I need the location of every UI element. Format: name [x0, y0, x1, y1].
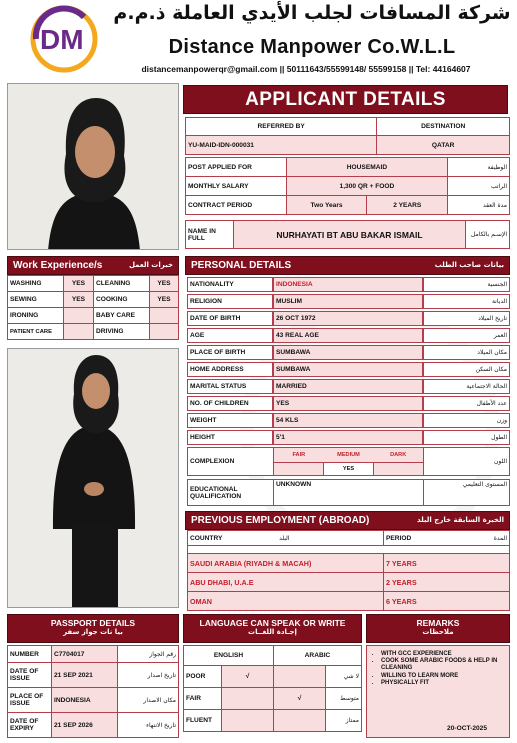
personal-label: AGE [187, 328, 273, 343]
work-experience-table [7, 275, 179, 340]
language-level-arabic: متوسط [326, 688, 362, 710]
company-english-name: Distance Manpower Co.W.L.L [168, 36, 456, 58]
contract-value: Two Years [286, 196, 367, 215]
skill-label: PATIENT CARE [8, 324, 64, 340]
complexion-selected: YES [323, 463, 374, 475]
previous-employment-title-arabic: الخبرة السابقة خارج البلد [417, 516, 504, 524]
personal-value: INDONESIA [273, 277, 423, 292]
language-title-arabic: إجـادة اللغــات [248, 628, 297, 636]
remarks-header [366, 614, 510, 643]
language-header [183, 614, 362, 643]
education-row [187, 479, 510, 506]
personal-label: HEIGHT [187, 430, 273, 445]
personal-details-title-arabic: بيانات صاحب الطلب [434, 261, 504, 269]
language-row [184, 710, 362, 732]
skill-label: COOKING [94, 292, 150, 308]
post-label: POST APPLIED FOR [186, 158, 287, 177]
remarks-list [371, 651, 505, 687]
work-row [8, 292, 179, 308]
education-label: EDUCATIONAL QUALIFICATION [188, 480, 274, 506]
personal-value: 43 REAL AGE [273, 328, 423, 343]
complexion-arabic: اللون [424, 448, 510, 476]
personal-label: HOME ADDRESS [187, 362, 273, 377]
skill-value: YES [150, 292, 179, 308]
employment-country: SAUDI ARABIA (RIYADH & MACAH) [188, 554, 384, 573]
skill-value [64, 308, 94, 324]
skill-value: YES [64, 292, 94, 308]
passport-header [7, 614, 179, 643]
personal-arabic: العمر [423, 328, 510, 343]
skill-value: YES [150, 276, 179, 292]
name-value: NURHAYATI BT ABU BAKAR ISMAIL [234, 221, 466, 249]
language-level: POOR [184, 666, 222, 688]
destination-label: DESTINATION [377, 118, 510, 136]
employment-country: ABU DHABI, U.A.E [188, 573, 384, 592]
personal-value: 54 KLS [273, 413, 423, 428]
work-experience-title: Work Experience/s [13, 260, 103, 271]
post-table [185, 157, 510, 215]
remarks-title: REMARKS [416, 618, 460, 628]
passport-label: DATE OF EXPIRY [8, 713, 52, 738]
passport-arabic: تاريخ اصدار [118, 663, 179, 688]
company-contact: distancemanpowerqr@gmail.com || 50111643/55599148/ 55599158 || Tel: 44164607 [141, 64, 471, 74]
passport-label: PLACE OF ISSUE [8, 688, 52, 713]
salary-value: 1,300 QR + FOOD [286, 177, 447, 196]
complexion-label: COMPLEXION [188, 448, 274, 476]
country-arabic: البلد [279, 534, 290, 542]
personal-details-title: PERSONAL DETAILS [191, 260, 292, 271]
personal-row [187, 328, 510, 343]
education-arabic: المستوى التعليمي [424, 480, 510, 506]
post-arabic: الوظيفة [448, 158, 510, 177]
personal-value: SUMBAWA [273, 345, 423, 360]
work-row [8, 308, 179, 324]
previous-employment-table [187, 530, 510, 611]
complexion-row [187, 447, 510, 476]
employment-period: 2 YEARS [384, 573, 510, 592]
personal-value: MUSLIM [273, 294, 423, 309]
complexion-fair: FAIR [292, 452, 306, 458]
work-row [8, 276, 179, 292]
personal-arabic: مكان السكن [423, 362, 510, 377]
work-experience-title-arabic: خبرات العمل [128, 261, 173, 269]
personal-label: WEIGHT [187, 413, 273, 428]
previous-employment-header [185, 511, 510, 530]
company-arabic-name: شركة المسافات لجلب الأيدي العاملة ذ.م.م [113, 2, 511, 24]
referral-table [185, 117, 510, 155]
skill-value [150, 324, 179, 340]
passport-title-arabic: بيا نات جواز سفر [63, 628, 123, 636]
applicant-photo-portrait [7, 83, 179, 250]
language-title: LANGUAGE CAN SPEAK OR WRITE [199, 618, 346, 628]
passport-label: DATE OF ISSUE [8, 663, 52, 688]
personal-value: MARRIED [273, 379, 423, 394]
period-arabic: المدة [493, 534, 507, 542]
passport-arabic: رقم الجواز [118, 646, 179, 663]
personal-row [187, 362, 510, 377]
personal-arabic: مكان الميلاد [423, 345, 510, 360]
destination-value: QATAR [377, 136, 510, 155]
skill-label: DRIVING [94, 324, 150, 340]
complexion-dark: DARK [390, 452, 407, 458]
language-english-mark: √ [222, 666, 274, 688]
skill-value: YES [64, 276, 94, 292]
employment-row [188, 592, 510, 611]
name-label: NAME IN FULL [186, 221, 234, 249]
passport-row [8, 663, 179, 688]
personal-row [187, 379, 510, 394]
language-level-arabic: لا شي [326, 666, 362, 688]
post-value: HOUSEMAID [286, 158, 447, 177]
personal-arabic: وزن [423, 413, 510, 428]
employment-row [188, 573, 510, 592]
skill-label: SEWING [8, 292, 64, 308]
language-english-mark [222, 688, 274, 710]
remarks-box [366, 645, 510, 738]
personal-label: MARITAL STATUS [187, 379, 273, 394]
company-logo [28, 3, 104, 73]
salary-label: MONTHLY SALARY [186, 177, 287, 196]
passport-row [8, 688, 179, 713]
personal-value: SUMBAWA [273, 362, 423, 377]
previous-employment-title: PREVIOUS EMPLOYMENT (ABROAD) [191, 515, 370, 526]
personal-value: 5'1 [273, 430, 423, 445]
work-row [8, 324, 179, 340]
remark-item: • PHYSICALLY FIT [381, 680, 505, 687]
personal-row [187, 396, 510, 411]
remark-item: • COOK SOME ARABIC FOODS & HELP IN CLEANING [381, 658, 505, 672]
passport-value: 21 SEP 2026 [52, 713, 118, 738]
passport-arabic: مكان الاصدار [118, 688, 179, 713]
referred-by-label: REFERRED BY [186, 118, 377, 136]
skill-value [64, 324, 94, 340]
applicant-photo-full-body [7, 348, 179, 608]
passport-value: INDONESIA [52, 688, 118, 713]
personal-row [187, 277, 510, 292]
language-level: FAIR [184, 688, 222, 710]
contract-label: CONTRACT PERIOD [186, 196, 287, 215]
personal-value: YES [273, 396, 423, 411]
language-level-arabic: ممتاز [326, 710, 362, 732]
remarks-title-arabic: ملاحظات [422, 628, 454, 636]
skill-label: WASHING [8, 276, 64, 292]
personal-row [187, 430, 510, 445]
work-experience-header [7, 256, 179, 275]
skill-label: IRONING [8, 308, 64, 324]
personal-row [187, 413, 510, 428]
remark-item: • WITH GCC EXPERIENCE [381, 651, 505, 658]
personal-label: DATE OF BIRTH [187, 311, 273, 326]
language-table [183, 645, 362, 732]
passport-title: PASSPORT DETAILS [50, 618, 136, 628]
employment-period: 7 YEARS [384, 554, 510, 573]
contract-years: 2 YEARS [367, 196, 448, 215]
name-table [185, 220, 510, 249]
passport-row [8, 646, 179, 663]
personal-row [187, 294, 510, 309]
language-arabic-mark: √ [274, 688, 326, 710]
personal-details-header [185, 256, 510, 275]
language-arabic-mark [274, 666, 326, 688]
remarks-date: 20-OCT-2025 [447, 725, 487, 732]
skill-value [150, 308, 179, 324]
employment-period: 6 YEARS [384, 592, 510, 611]
skill-label: CLEANING [94, 276, 150, 292]
remark-item: • WILLING TO LEARN MORE [381, 673, 505, 680]
contract-arabic: مدة العقد [448, 196, 510, 215]
education-value: UNKNOWN [274, 480, 424, 506]
personal-arabic: الديانة [423, 294, 510, 309]
employment-country: OMAN [188, 592, 384, 611]
complexion-medium: MEDIUM [337, 452, 360, 458]
passport-table [7, 645, 179, 738]
language-arabic-mark [274, 710, 326, 732]
personal-label: PLACE OF BIRTH [187, 345, 273, 360]
logo-letters: DM [40, 24, 84, 55]
period-label: PERIOD [386, 534, 412, 542]
personal-row [187, 311, 510, 326]
country-label: COUNTRY [190, 534, 223, 542]
language-english-header: ENGLISH [184, 646, 274, 666]
personal-arabic: الحالة الاجتماعية [423, 379, 510, 394]
personal-label: RELIGION [187, 294, 273, 309]
passport-row [8, 713, 179, 738]
name-arabic: الإسـم بالكامل [466, 221, 510, 249]
applicant-details-banner: APPLICANT DETAILS [183, 85, 508, 114]
passport-label: NUMBER [8, 646, 52, 663]
language-row [184, 666, 362, 688]
personal-arabic: الجنسية [423, 277, 510, 292]
salary-arabic: الراتب [448, 177, 510, 196]
employment-row [188, 554, 510, 573]
passport-value: C7704017 [52, 646, 118, 663]
personal-value: 26 OCT 1972 [273, 311, 423, 326]
personal-arabic: عدد الأطفال [423, 396, 510, 411]
personal-label: NATIONALITY [187, 277, 273, 292]
passport-value: 21 SEP 2021 [52, 663, 118, 688]
personal-arabic: الطول [423, 430, 510, 445]
language-row [184, 688, 362, 710]
language-arabic-header: ARABIC [274, 646, 362, 666]
skill-label: BABY CARE [94, 308, 150, 324]
referred-by-value: YU-MAID-IDN-000031 [186, 136, 377, 155]
personal-label: NO. OF CHILDREN [187, 396, 273, 411]
language-english-mark [222, 710, 274, 732]
personal-row [187, 345, 510, 360]
language-level: FLUENT [184, 710, 222, 732]
passport-arabic: تاريخ الانتهاء [118, 713, 179, 738]
personal-details-table [187, 275, 510, 447]
personal-arabic: تاريخ الميلاد [423, 311, 510, 326]
